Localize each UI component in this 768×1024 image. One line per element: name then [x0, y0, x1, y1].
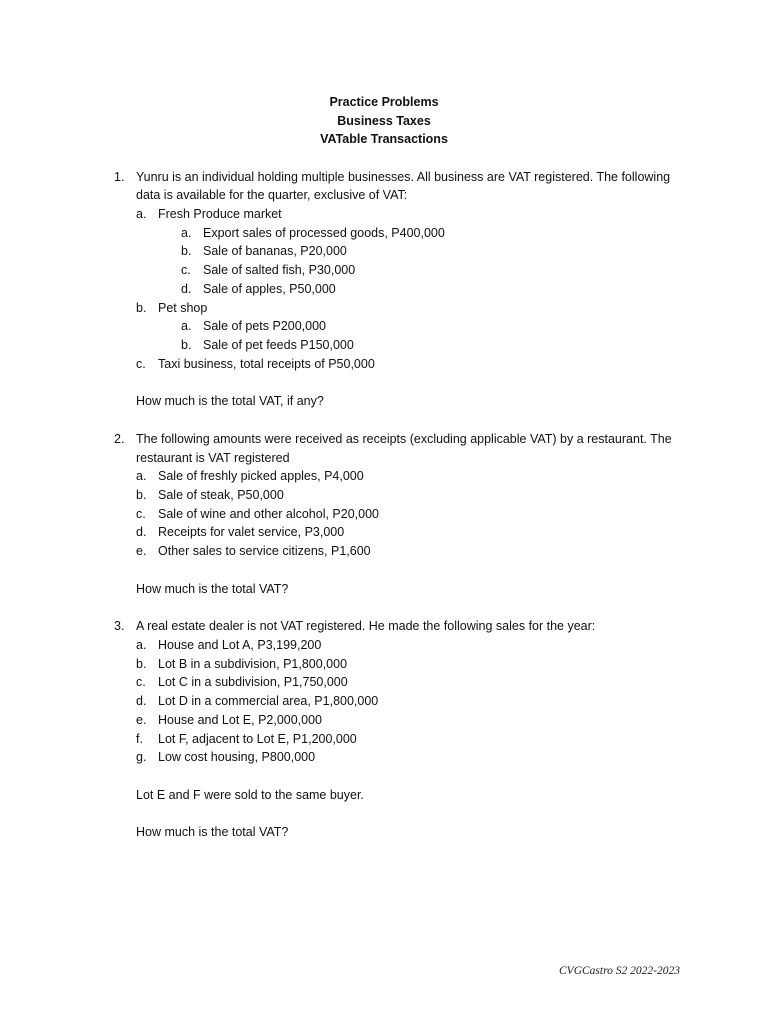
list-item: Sale of bananas, P20,000 [203, 244, 347, 258]
problem-note: Lot E and F were sold to the same buyer. [136, 788, 364, 802]
list-item: Sale of pets P200,000 [203, 319, 327, 333]
list-item: Receipts for valet service, P3,000 [158, 525, 345, 539]
item-letter: c. [181, 263, 191, 277]
item-letter: a. [136, 638, 147, 652]
group-label: Fresh Produce market [158, 207, 282, 221]
item-letter: c. [136, 675, 146, 689]
group-label: Taxi business, total receipts of P50,000 [158, 357, 375, 371]
problem-text-line: The following amounts were received as receipts (excluding applicable VAT) by a restaurant. The [136, 432, 672, 446]
list-item: Low cost housing, P800,000 [158, 750, 316, 764]
page-title: Practice Problems [329, 95, 439, 109]
item-letter: b. [136, 488, 147, 502]
group-label: Pet shop [158, 301, 208, 315]
item-letter: g. [136, 750, 147, 764]
page-topic: VATable Transactions [320, 132, 448, 146]
item-letter: b. [136, 657, 147, 671]
page-subtitle: Business Taxes [337, 113, 431, 128]
group-letter: a. [136, 207, 147, 221]
group-letter: c. [136, 357, 146, 371]
item-letter: c. [136, 507, 146, 521]
problem-question: How much is the total VAT? [136, 825, 289, 839]
problem-number: 1. [114, 170, 125, 184]
list-item: House and Lot A, P3,199,200 [158, 638, 322, 652]
item-letter: e. [136, 544, 147, 558]
document-header [0, 93, 768, 149]
item-letter: a. [136, 469, 147, 483]
problem-text-line: restaurant is VAT registered [136, 451, 290, 465]
problem-question: How much is the total VAT, if any? [136, 394, 324, 408]
list-item: Sale of pet feeds P150,000 [203, 338, 354, 352]
problem-number: 3. [114, 619, 125, 633]
list-item: Lot C in a subdivision, P1,750,000 [158, 675, 348, 689]
problem-text-line: data is available for the quarter, exclusive of VAT: [136, 188, 408, 202]
item-letter: b. [181, 338, 192, 352]
problem-text-line: Yunru is an individual holding multiple businesses. All business are VAT registered. The following [136, 170, 671, 184]
item-letter: a. [181, 319, 192, 333]
list-item: Sale of apples, P50,000 [203, 282, 336, 296]
item-letter: d. [136, 694, 147, 708]
list-item: Other sales to service citizens, P1,600 [158, 544, 371, 558]
list-item: Sale of wine and other alcohol, P20,000 [158, 507, 379, 521]
list-item: Lot B in a subdivision, P1,800,000 [158, 657, 348, 671]
problem-text-line: A real estate dealer is not VAT registered. He made the following sales for the year: [136, 619, 596, 633]
list-item: Sale of salted fish, P30,000 [203, 263, 356, 277]
list-item: Sale of steak, P50,000 [158, 488, 284, 502]
list-item: Lot D in a commercial area, P1,800,000 [158, 694, 379, 708]
list-item: Export sales of processed goods, P400,000 [203, 226, 445, 240]
group-letter: b. [136, 301, 147, 315]
footer-credit: CVGCastro S2 2022-2023 [559, 965, 680, 977]
list-item: Sale of freshly picked apples, P4,000 [158, 469, 364, 483]
item-letter: f. [136, 732, 143, 746]
problem-question: How much is the total VAT? [136, 582, 289, 596]
item-letter: e. [136, 713, 147, 727]
list-item: House and Lot E, P2,000,000 [158, 713, 323, 727]
list-item: Lot F, adjacent to Lot E, P1,200,000 [158, 732, 357, 746]
problem-number: 2. [114, 432, 125, 446]
item-letter: b. [181, 244, 192, 258]
item-letter: a. [181, 226, 192, 240]
item-letter: d. [136, 525, 147, 539]
item-letter: d. [181, 282, 192, 296]
